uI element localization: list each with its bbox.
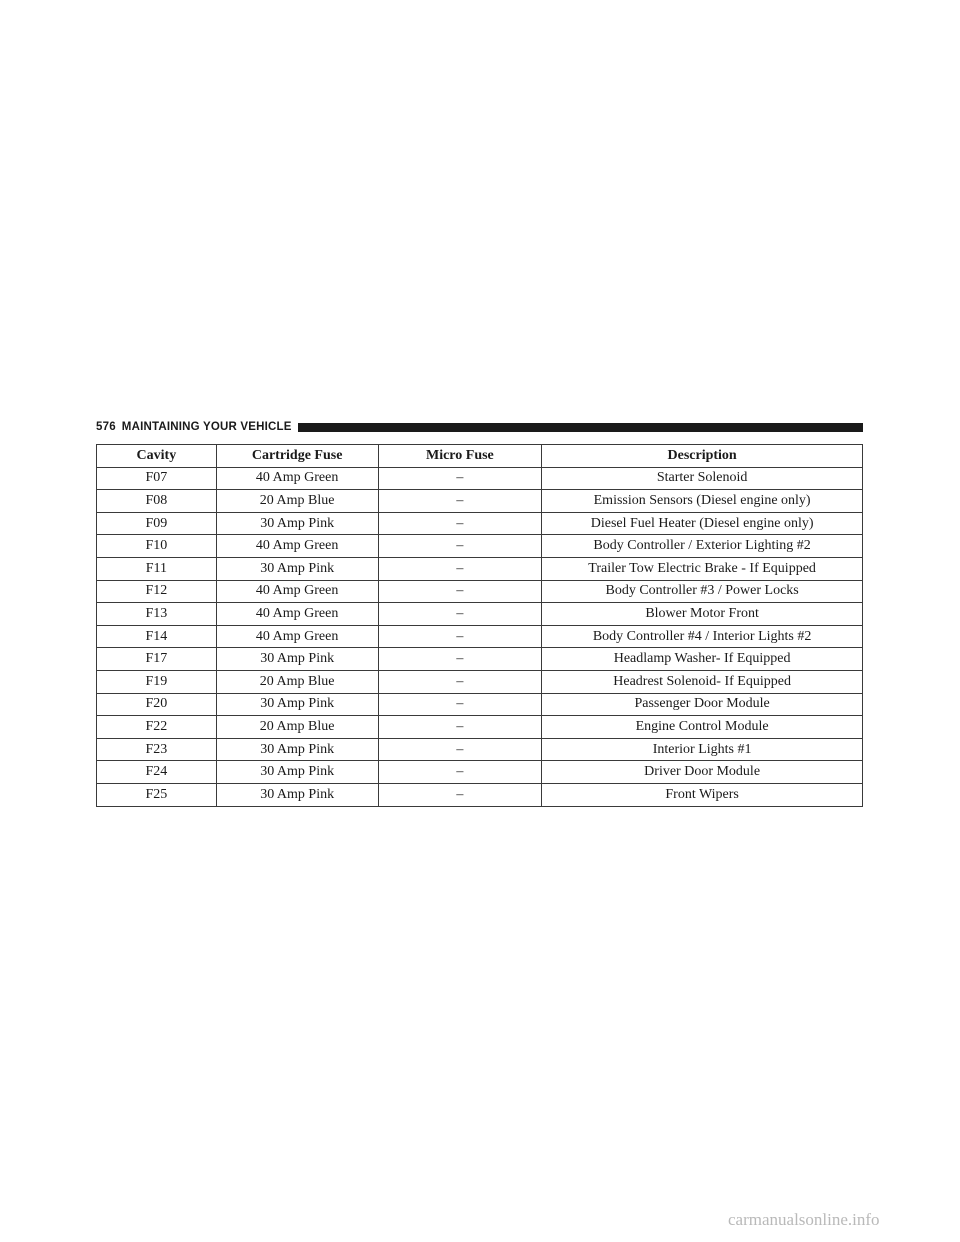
cell-micro-fuse: – [378,693,542,716]
table-row [97,625,863,648]
cell-description: Starter Solenoid [542,467,863,490]
cell-cartridge-fuse: 30 Amp Pink [216,738,378,761]
column-header-description: Description [542,445,863,468]
cell-description: Blower Motor Front [542,603,863,626]
cell-cavity: F25 [97,783,217,806]
cell-description: Emission Sensors (Diesel engine only) [542,490,863,513]
cell-cartridge-fuse: 40 Amp Green [216,603,378,626]
cell-cavity: F13 [97,603,217,626]
fuse-table [96,444,863,807]
cell-description: Driver Door Module [542,761,863,784]
cell-description: Passenger Door Module [542,693,863,716]
cell-micro-fuse: – [378,557,542,580]
cell-cartridge-fuse: 30 Amp Pink [216,557,378,580]
column-header-cavity: Cavity [97,445,217,468]
cell-cavity: F10 [97,535,217,558]
cell-micro-fuse: – [378,625,542,648]
cell-cavity: F12 [97,580,217,603]
cell-cartridge-fuse: 30 Amp Pink [216,693,378,716]
table-row [97,738,863,761]
table-row [97,535,863,558]
table-row [97,512,863,535]
cell-cartridge-fuse: 30 Amp Pink [216,512,378,535]
cell-description: Interior Lights #1 [542,738,863,761]
cell-micro-fuse: – [378,490,542,513]
cell-cavity: F07 [97,467,217,490]
cell-description: Headrest Solenoid- If Equipped [542,670,863,693]
cell-cavity: F23 [97,738,217,761]
cell-cavity: F20 [97,693,217,716]
cell-micro-fuse: – [378,580,542,603]
cell-description: Diesel Fuel Heater (Diesel engine only) [542,512,863,535]
table-row [97,761,863,784]
cell-cavity: F11 [97,557,217,580]
cell-description: Engine Control Module [542,716,863,739]
page-header [96,419,863,434]
cell-cavity: F14 [97,625,217,648]
cell-micro-fuse: – [378,603,542,626]
cell-micro-fuse: – [378,716,542,739]
cell-cartridge-fuse: 40 Amp Green [216,580,378,603]
cell-micro-fuse: – [378,512,542,535]
cell-cartridge-fuse: 40 Amp Green [216,625,378,648]
table-row [97,670,863,693]
table-row [97,603,863,626]
table-row [97,557,863,580]
cell-cavity: F24 [97,761,217,784]
cell-description: Front Wipers [542,783,863,806]
header-rule [298,423,863,432]
cell-description: Body Controller / Exterior Lighting #2 [542,535,863,558]
cell-micro-fuse: – [378,761,542,784]
page-number: 576 [96,420,116,433]
cell-cartridge-fuse: 20 Amp Blue [216,670,378,693]
cell-micro-fuse: – [378,648,542,671]
section-title: MAINTAINING YOUR VEHICLE [121,420,292,433]
table-header-row [97,445,863,468]
cell-description: Trailer Tow Electric Brake - If Equipped [542,557,863,580]
cell-description: Headlamp Washer- If Equipped [542,648,863,671]
cell-cartridge-fuse: 40 Amp Green [216,467,378,490]
cell-cavity: F17 [97,648,217,671]
cell-cavity: F08 [97,490,217,513]
cell-micro-fuse: – [378,535,542,558]
cell-cartridge-fuse: 20 Amp Blue [216,716,378,739]
cell-micro-fuse: – [378,467,542,490]
cell-cartridge-fuse: 30 Amp Pink [216,783,378,806]
table-row [97,716,863,739]
cell-micro-fuse: – [378,670,542,693]
table-row [97,783,863,806]
cell-cavity: F22 [97,716,217,739]
cell-cavity: F09 [97,512,217,535]
cell-cartridge-fuse: 40 Amp Green [216,535,378,558]
table-row [97,580,863,603]
table-body [97,467,863,806]
table-row [97,490,863,513]
cell-description: Body Controller #3 / Power Locks [542,580,863,603]
table-row [97,467,863,490]
table-row [97,693,863,716]
column-header-micro-fuse: Micro Fuse [378,445,542,468]
cell-description: Body Controller #4 / Interior Lights #2 [542,625,863,648]
cell-cartridge-fuse: 20 Amp Blue [216,490,378,513]
cell-micro-fuse: – [378,783,542,806]
watermark: carmanualsonline.info [728,1210,880,1229]
column-header-cartridge-fuse: Cartridge Fuse [216,445,378,468]
cell-micro-fuse: – [378,738,542,761]
cell-cartridge-fuse: 30 Amp Pink [216,648,378,671]
cell-cartridge-fuse: 30 Amp Pink [216,761,378,784]
table-row [97,648,863,671]
cell-cavity: F19 [97,670,217,693]
